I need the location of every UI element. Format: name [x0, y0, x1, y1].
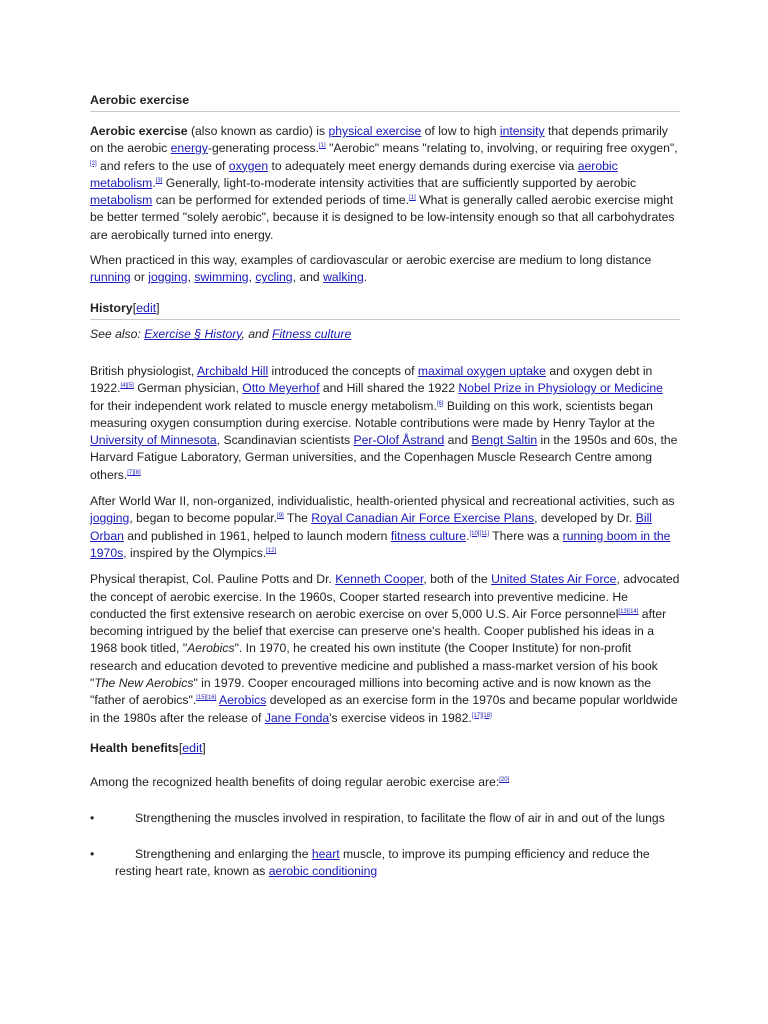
link-intensity[interactable]: intensity: [499, 124, 545, 138]
text: What is generally called aerobic exercise might be better termed "solely aerobic", because it is designed to be low-intensity enough so that all carbohydrates are aerobically turned into energy.: [90, 193, 675, 242]
text: can be performed for extended periods of time.: [152, 193, 410, 208]
history-paragraph-2: [90, 493, 680, 562]
text: ,: [248, 270, 256, 285]
citation-link[interactable]: [20]: [499, 776, 510, 783]
text: and Hill shared the 1922: [319, 381, 459, 396]
history-heading: [90, 300, 680, 320]
link-fitness-culture[interactable]: fitness culture: [390, 528, 467, 543]
text: Among the recognized health benefits of doing regular aerobic exercise are:: [90, 774, 500, 789]
text: When practiced in this way, examples of cardiovascular or aerobic exercise are medium to long distance: [90, 253, 652, 268]
book-title: Aerobics: [187, 641, 235, 656]
link-energy[interactable]: energy: [170, 141, 208, 156]
link-jane-fonda[interactable]: Jane Fonda: [264, 710, 330, 725]
citation-link[interactable]: [17][18]: [471, 712, 492, 719]
text: developed as an exercise form in the 1970s and became popular worldwide in the 1980s after the release of: [90, 693, 678, 725]
text: that depends primarily on the aerobic: [90, 124, 668, 156]
list-item: [90, 810, 680, 827]
link-aerobic-metabolism[interactable]: aerobic metabolism: [90, 158, 618, 190]
history-paragraph-1: [90, 363, 680, 484]
text: ". In 1970, he created his own institute (the Cooper Institute) for non-profit research and education devoted to preventive medicine and published a mass-market version of his book ": [90, 641, 658, 691]
citation-link[interactable]: [7][8]: [127, 469, 141, 476]
heading-label: Health benefits: [90, 740, 179, 755]
citation-link[interactable]: [4][5]: [120, 383, 134, 390]
citation: [90, 161, 97, 167]
link-united-states-air-force[interactable]: United States Air Force: [491, 572, 617, 587]
edit-health-link[interactable]: edit: [182, 740, 203, 755]
bracket: [: [178, 740, 183, 755]
citation-link[interactable]: [2]: [90, 160, 97, 167]
text: "Aerobic" means "relating to, involving, or requiring free oxygen",: [325, 141, 678, 156]
list-item: [90, 846, 680, 881]
text: or: [130, 270, 149, 285]
text: , advocated the concept of aerobic exercise. In the 1960s, Cooper started research into preventive medicine. He conducted the first extensive research on aerobic exercise on over 5,000 U.S. Air Force personnel: [90, 572, 680, 621]
citation: [499, 777, 509, 783]
link-university-of-minnesota[interactable]: University of Minnesota: [90, 433, 217, 448]
citation: [437, 401, 444, 407]
link-running-boom[interactable]: running boom in the 1970s,: [90, 528, 671, 560]
link-otto-meyerhof[interactable]: Otto Meyerhof: [242, 381, 320, 396]
citation: [266, 548, 276, 554]
see-also: [90, 326, 680, 343]
book-title: The New Aerobics: [94, 676, 194, 691]
bracket: ]: [202, 740, 206, 755]
citation: [469, 531, 489, 537]
citation-link[interactable]: [9]: [277, 513, 284, 520]
text: , and: [292, 270, 324, 285]
practice-paragraph: [90, 252, 680, 287]
text: .: [466, 528, 470, 543]
link-nobel-prize[interactable]: Nobel Prize in Physiology or Medicine: [458, 381, 663, 396]
text: and published in 1961, helped to launch modern: [123, 528, 391, 543]
text: (also known as cardio) is: [187, 124, 329, 138]
link-bengt-saltin[interactable]: Bengt Saltin: [471, 433, 538, 448]
link-bill-orban[interactable]: Bill Orban: [90, 511, 653, 543]
text: 's exercise videos in 1982.: [329, 710, 472, 725]
text: -generating process.: [207, 141, 320, 156]
link-fitness-culture[interactable]: Fitness culture: [272, 326, 352, 341]
article-title: Aerobic exercise: [90, 92, 680, 112]
link-maximal-oxygen-uptake[interactable]: maximal oxygen uptake: [417, 363, 546, 378]
citation: [618, 609, 638, 615]
citation: [319, 143, 326, 149]
text: to adequately meet energy demands during exercise via: [268, 158, 578, 173]
link-aerobics[interactable]: Aerobics: [218, 693, 267, 708]
text: After World War II, non-organized, individualistic, health-oriented physical and recreational activities, such as: [90, 494, 675, 509]
citation-link[interactable]: [3]: [155, 177, 163, 184]
health-benefits-heading: [90, 740, 680, 757]
text: muscle, to improve its pumping efficiency and reduce the resting heart rate, known as: [115, 846, 650, 878]
text: .: [152, 175, 156, 190]
citation-link[interactable]: [10][11]: [469, 530, 490, 537]
bracket: ]: [156, 300, 160, 315]
link-running[interactable]: running: [90, 270, 131, 285]
bullet: •: [90, 811, 95, 826]
bullet: •: [90, 846, 95, 861]
link-cycling[interactable]: cycling: [255, 270, 293, 285]
text: in the 1950s and 60s, the Harvard Fatigue Laboratory, German universities, and the Copenhagen Muscle Research Centre among others.: [90, 433, 678, 482]
article-content: [90, 92, 680, 880]
citation-link[interactable]: [1]: [319, 143, 326, 150]
text: and oxygen debt in 1922.: [90, 363, 653, 396]
text: inspired by the Olympics.: [126, 545, 267, 560]
citation: [127, 470, 140, 476]
text: There was a: [489, 528, 563, 543]
text: after becoming intrigued by the belief that exercise can preserve one's health. Cooper published his ideas in a 1968 book titled, ": [90, 606, 667, 656]
text: Generally, light-to-moderate intensity activities that are sufficiently supported by aerobic: [162, 175, 637, 190]
citation: [472, 713, 492, 719]
text: " in 1979. Cooper encouraged millions into becoming active and is now known as the "father of aerobics".: [90, 676, 652, 708]
text: , developed by Dr.: [534, 511, 636, 526]
text: , both of the: [423, 572, 492, 587]
citation-link[interactable]: [13][14]: [618, 608, 639, 615]
link-jogging[interactable]: jogging: [90, 511, 130, 526]
citation: [121, 383, 134, 389]
link-aerobic-conditioning[interactable]: aerobic conditioning: [268, 863, 378, 878]
text: , and: [241, 326, 272, 341]
citation-link[interactable]: [12]: [266, 547, 277, 554]
text: for their independent work related to muscle energy metabolism.: [90, 398, 437, 413]
text: and refers to the use of: [96, 158, 229, 173]
citation: [277, 513, 284, 519]
heading-label: History: [90, 300, 133, 315]
link-exercise-history[interactable]: Exercise § History: [144, 326, 242, 341]
citation-link[interactable]: [15][16]: [196, 695, 217, 702]
text: ,: [187, 270, 195, 285]
text: British physiologist,: [90, 363, 198, 378]
link-swimming[interactable]: swimming: [194, 270, 249, 285]
link-heart[interactable]: heart: [311, 846, 340, 861]
text: Strengthening and enlarging the: [135, 846, 312, 861]
text: , began to become popular.: [129, 511, 278, 526]
link-archibald-hill[interactable]: Archibald Hill: [197, 363, 269, 378]
citation: [196, 695, 216, 701]
text: German physician,: [133, 381, 243, 396]
text: , Scandinavian scientists: [216, 433, 354, 448]
history-paragraph-3: [90, 571, 680, 727]
citation-link[interactable]: [6]: [436, 400, 444, 407]
text: Building on this work, scientists began measuring oxygen consumption during exercise. Notable contributions were made by Henry Taylor at the: [90, 398, 655, 430]
benefits-list: [90, 810, 680, 880]
bracket: [: [132, 300, 137, 315]
link-physical-exercise[interactable]: physical exercise: [328, 124, 422, 138]
text: The: [283, 511, 312, 526]
link-per-olof-astrand[interactable]: Per-Olof Åstrand: [353, 433, 445, 448]
link-rcaf-exercise-plans[interactable]: Royal Canadian Air Force Exercise Plans: [311, 511, 535, 526]
text: Physical therapist, Col. Pauline Potts and Dr.: [90, 572, 336, 587]
text: and: [444, 433, 472, 448]
link-jogging[interactable]: jogging: [148, 270, 188, 285]
text: of low to high: [421, 124, 500, 138]
text: Strengthening the muscles involved in respiration, to facilitate the flow of air in and out of the lungs: [135, 811, 665, 826]
term-bold: Aerobic exercise: [90, 124, 188, 138]
citation: [409, 195, 416, 201]
link-walking[interactable]: walking: [323, 270, 364, 285]
link-kenneth-cooper[interactable]: Kenneth Cooper: [335, 572, 424, 587]
edit-history-link[interactable]: edit: [136, 300, 157, 315]
health-intro: [90, 774, 680, 791]
text: .: [363, 270, 368, 285]
link-oxygen[interactable]: oxygen: [228, 158, 269, 173]
link-metabolism[interactable]: metabolism: [90, 193, 153, 208]
citation-link[interactable]: [1]: [409, 195, 416, 202]
intro-paragraph: [90, 123, 680, 244]
text: See also:: [90, 326, 145, 341]
text: introduced the concepts of: [268, 363, 418, 378]
